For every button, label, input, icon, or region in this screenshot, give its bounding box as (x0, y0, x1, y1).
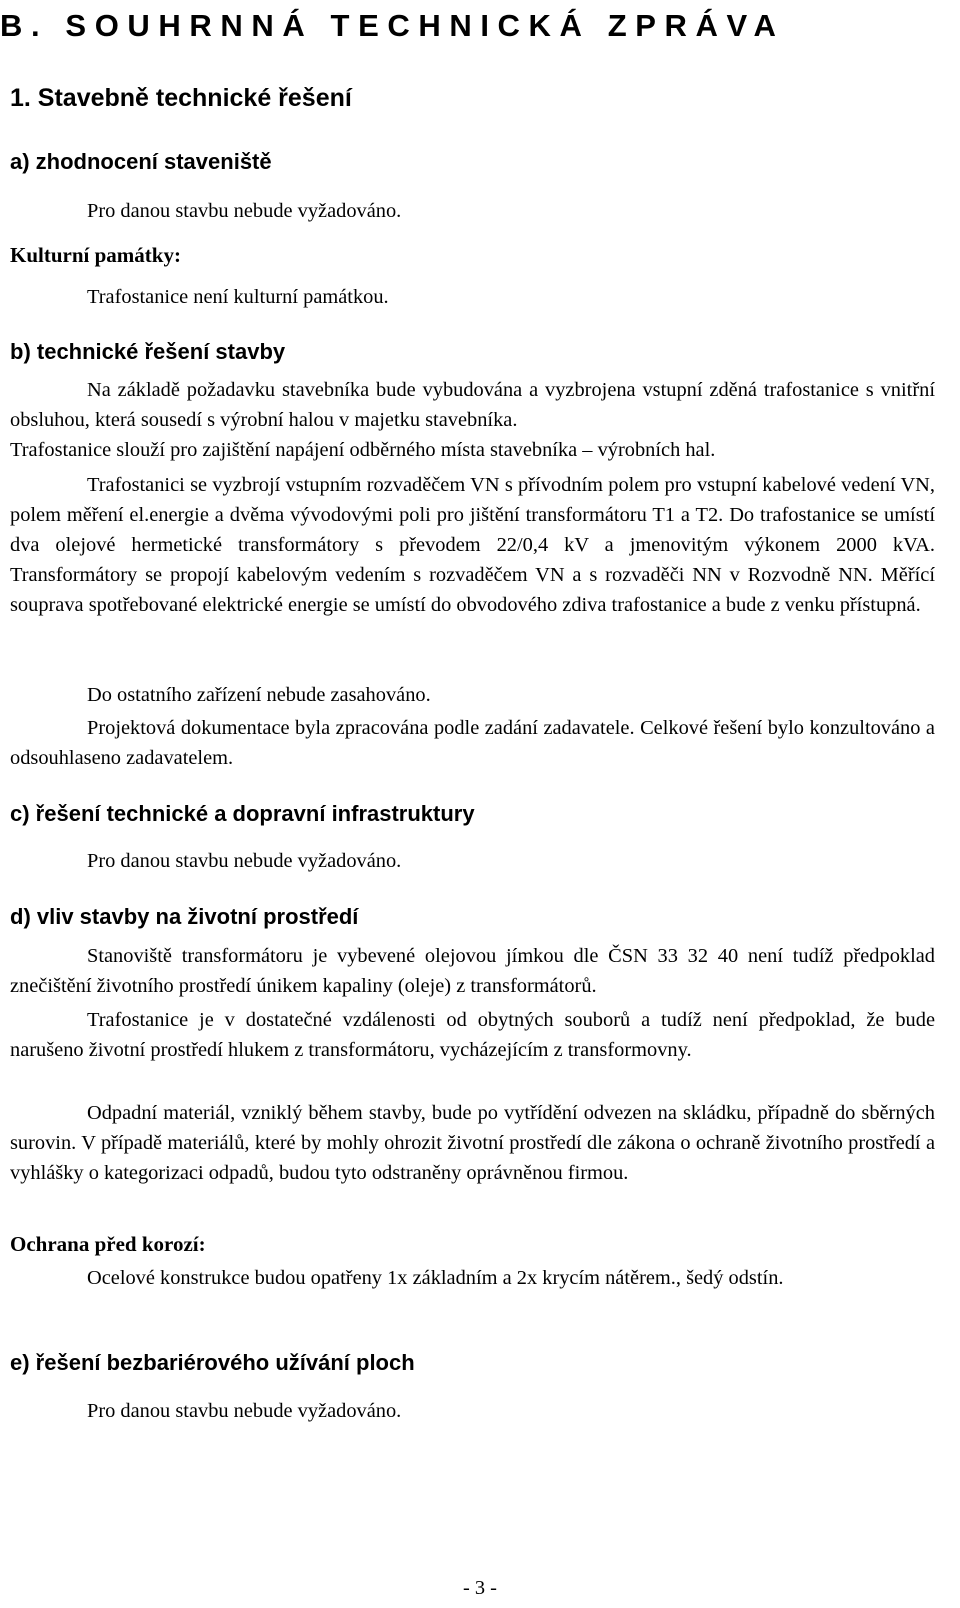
heading-c: c) řešení technické a dopravní infrastruktury (10, 801, 475, 826)
text-a: Pro danou stavbu nebude vyžadováno. (87, 200, 402, 222)
paragraph-d1: Stanoviště transformátoru je vybevené olejovou jímkou dle ČSN 33 32 40 není tudíž předpoklad znečištění životního prostředí únikem kapaliny (oleje) z transformátorů. (10, 945, 935, 997)
text-e: Pro danou stavbu nebude vyžadováno. (87, 1400, 402, 1422)
paragraph-b4: Projektová dokumentace byla zpracována podle zadání zadavatele. Celkové řešení bylo konzultováno a odsouhlaseno zadavatelem. (10, 717, 935, 769)
heading-e: e) řešení bezbariérového užívání ploch (10, 1350, 415, 1375)
paragraph-d2: Trafostanice je v dostatečné vzdálenosti od obytných souborů a tudíž není předpoklad, že bude narušeno životní prostředí hlukem z transformátoru, vycházejícím z transformovny. (10, 1009, 935, 1061)
paragraph-b3: Do ostatního zařízení nebude zasahováno. (87, 684, 431, 706)
paragraph-corrosion: Ocelové konstrukce budou opatřeny 1x základním a 2x krycím nátěrem., šedý odstín. (87, 1267, 784, 1289)
text-c: Pro danou stavbu nebude vyžadováno. (87, 850, 402, 872)
document-title: B. SOUHRNNÁ TECHNICKÁ ZPRÁVA (0, 8, 785, 43)
heading-b: b) technické řešení stavby (10, 339, 286, 364)
heading-d: d) vliv stavby na životní prostředí (10, 904, 359, 929)
paragraph-b1b: Trafostanice slouží pro zajištění napájení odběrného místa stavebníka – výrobních hal. (10, 439, 716, 461)
section-heading: 1. Stavebně technické řešení (10, 84, 352, 112)
heading-culture: Kulturní památky: (10, 243, 181, 267)
text-culture: Trafostanice není kulturní památkou. (87, 286, 389, 308)
paragraph-d3: Odpadní materiál, vzniklý během stavby, bude po vytřídění odvezen na skládku, případně do sběrných surovin. V případě materiálů, které by mohly ohrozit životní prostředí dle zákona o ochraně životního prostředí a vyhlášky o kategorizaci odpadů, budou tyto odstraněny oprávněnou firmou. (10, 1102, 935, 1184)
paragraph-b2: Trafostanici se vyzbrojí vstupním rozvaděčem VN s přívodním polem pro vstupní kabelové vedení VN, polem měření el.energie a dvěma vývodovými poli pro jištění transformátoru T1 a T2. Do trafostanice se umístí dva olejové hermetické transformátory s převodem 22/0,4 kV a jmenovitým výkonem 2000 kVA. Transformátory se propojí kabelovým vedením s rozvaděčem VN a s rozvaděči NN v Rozvodně NN. Měřící souprava spotřebované elektrické energie se umístí do obvodového zdiva trafostanice a bude z venku přístupná. (10, 474, 935, 616)
page-number: - 3 - (463, 1577, 497, 1599)
heading-a: a) zhodnocení staveniště (10, 149, 272, 174)
paragraph-b1: Na základě požadavku stavebníka bude vybudována a vyzbrojena vstupní zděná trafostanice s vnitřní obsluhou, která sousedí s výrobní halou v majetku stavebníka. (10, 379, 935, 431)
heading-corrosion: Ochrana před korozí: (10, 1232, 206, 1256)
